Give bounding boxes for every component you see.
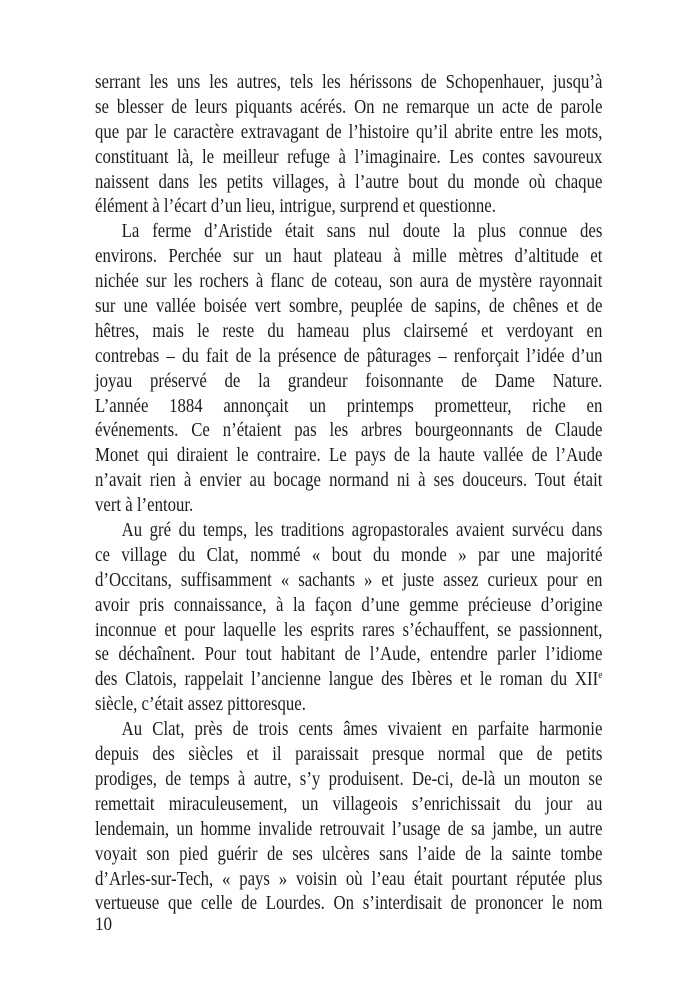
text-line: La ferme d’Aristide était sans nul doute la plus connue des [121,221,603,243]
text-line: se blesser de leurs piquants acérés. On ne remarque un acte de parole [95,96,603,118]
paragraph [95,718,602,917]
paragraph [95,519,602,718]
line-text: des Clatois, rappelait l’ancienne langue des Ibères et le roman du XII [95,669,599,691]
paragraph [95,71,602,220]
text-line: nichée sur les rochers à flanc de coteau, son aura de mystère rayonnait [95,271,603,293]
text-line: prodiges, de temps à autre, s’y produisent. De-ci, de-là un mouton se [95,768,603,790]
text-line: depuis des siècles et il paraissait presque normal que de petits [95,744,603,766]
text-line: n’avait rien à envier au bocage normand ni à ses douceurs. Tout était [95,470,603,492]
text-line: événements. Ce n’étaient pas les arbres bourgeonnants de Claude [95,420,603,442]
text-line: vertueuse que celle de Lourdes. On s’interdisait de prononcer le nom [95,893,603,915]
body-text [95,71,602,917]
text-line: que par le caractère extravagant de l’histoire qu’il abrite entre les mots, [95,121,603,143]
text-line: constituant là, le meilleur refuge à l’imaginaire. Les contes savoureux [95,146,603,168]
text-line: environs. Perchée sur un haut plateau à mille mètres d’altitude et [95,246,603,268]
text-line: lendemain, un homme invalide retrouvait l’usage de sa jambe, un autre [95,818,603,840]
text-line: élément à l’écart d’un lieu, intrigue, surprend et questionne. [95,196,496,218]
text-line: avoir pris connaissance, à la façon d’une gemme précieuse d’origine [95,594,603,616]
text-line: Au Clat, près de trois cents âmes vivaient en parfaite harmonie [121,719,603,741]
text-line: contrebas – du fait de la présence de pâturages – renforçait l’idée d’un [95,345,603,367]
text-line: serrant les uns les autres, tels les hérissons de Schopenhauer, jusqu’à [95,72,603,93]
text-line: hêtres, mais le reste du hameau plus clairsemé et verdoyant en [95,320,603,342]
page-number: 10 [95,914,113,935]
text-line: joyau préservé de la grandeur foisonnante de Dame Nature. [95,370,603,392]
text-line [95,668,602,693]
text-line: se déchaînent. Pour tout habitant de l’Aude, entendre parler l’idiome [95,644,603,666]
superscript: e [598,669,603,682]
text-line: L’année 1884 annonçait un printemps prometteur, riche en [95,395,603,417]
text-line: voyait son pied guérir de ses ulcères sans l’aide de la sainte tombe [95,843,603,865]
text-line: siècle, c’était assez pittoresque. [95,694,306,716]
text-line: d’Occitans, suffisamment « sachants » et juste assez curieux pour en [95,569,603,591]
text-line: remettait miraculeusement, un villageois s’enrichissait du jour au [95,793,603,815]
text-line: ce village du Clat, nommé « bout du monde » par une majorité [95,544,603,566]
text-line: vert à l’entour. [95,495,194,517]
text-line: Monet qui diraient le contraire. Le pays de la haute vallée de l’Aude [95,445,603,467]
paragraph [95,220,602,519]
text-line: naissent dans les petits villages, à l’autre bout du monde où chaque [95,171,603,193]
text-line: inconnue et pour laquelle les esprits rares s’échauffent, se passionnent, [95,619,603,641]
text-line: Au gré du temps, les traditions agropastorales avaient survécu dans [121,520,603,542]
text-line: sur une vallée boisée vert sombre, peuplée de sapins, de chênes et de [95,296,603,318]
text-line: d’Arles-sur-Tech, « pays » voisin où l’eau était pourtant réputée plus [95,868,603,890]
